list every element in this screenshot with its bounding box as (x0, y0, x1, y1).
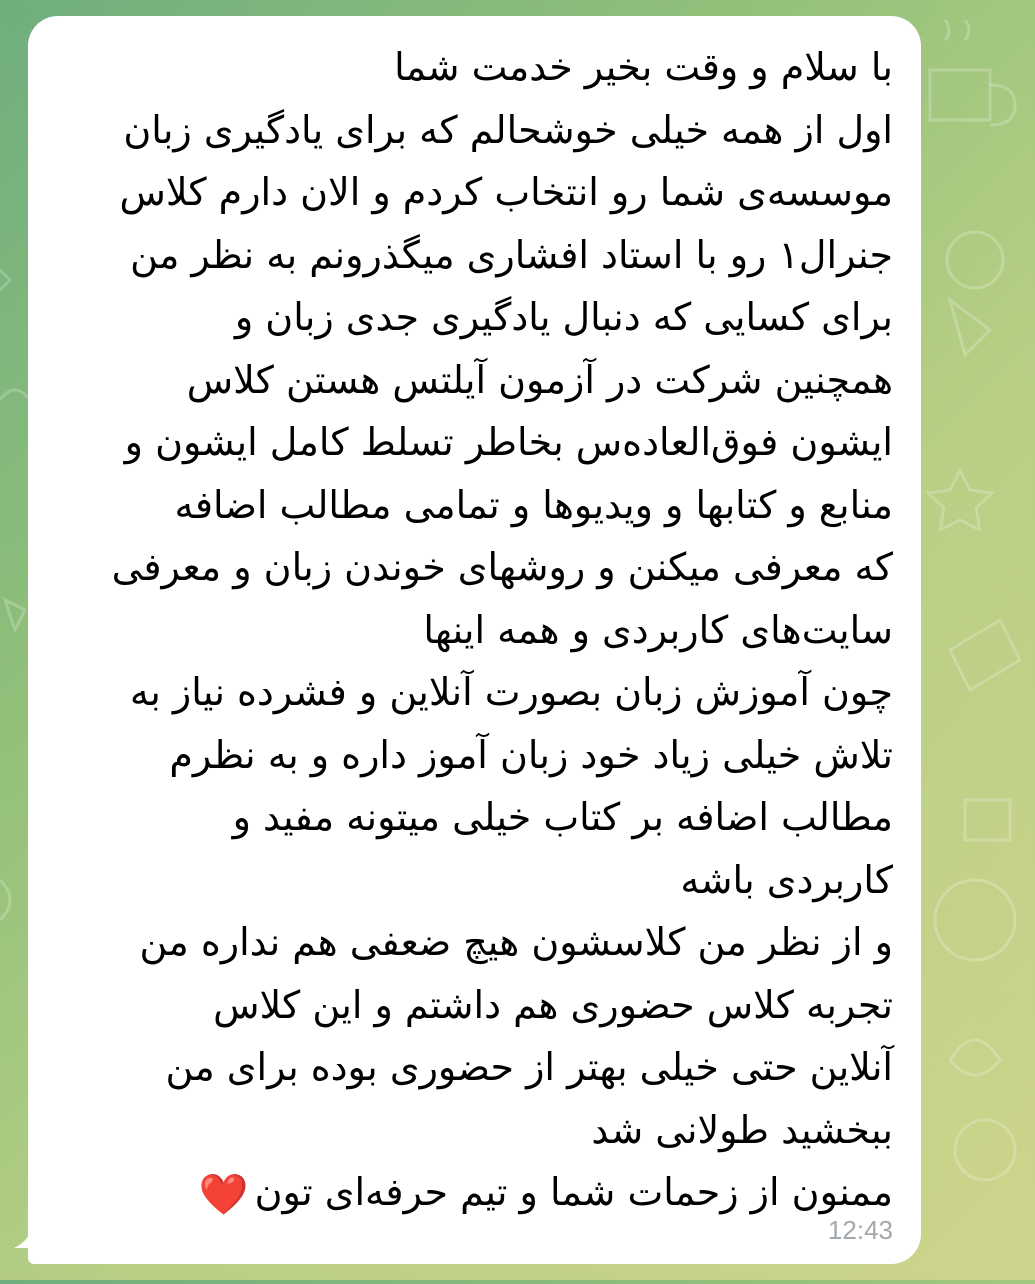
message-line: و از نظر من کلاسشون هیچ ضعفی هم نداره من (139, 920, 893, 964)
message-text (64, 36, 893, 1227)
bubble-tail-icon (14, 1218, 44, 1248)
message-line: ایشون فوق‌العاده‌س بخاطر تسلط کامل ایشون و (124, 420, 893, 464)
message-line: مطالب اضافه بر کتاب خیلی میتونه مفید و (232, 795, 893, 839)
message-bubble[interactable] (28, 16, 921, 1264)
message-line: آنلاین حتی خیلی بهتر از حضوری بوده برای من (165, 1045, 893, 1089)
message-line: چون آموزش زبان بصورت آنلاین و فشرده نیاز به (129, 670, 893, 714)
message-line: ممنون از زحمات شما و تیم حرفه‌ای تون (254, 1170, 893, 1214)
message-line: سایت‌های کاربردی و همه اینها (423, 607, 893, 652)
heart-icon: ❤️ (198, 1172, 249, 1218)
message-last-line (64, 1161, 893, 1227)
message-line: جنرال۱ رو با استاد افشاری میگذرونم به نظر من (130, 232, 893, 277)
message-line: همچنین شرکت در آزمون آیلتس هستن کلاس (186, 357, 893, 402)
message-line: موسسه‌ی شما رو انتخاب کردم و الان دارم کلاس (119, 170, 893, 214)
message-line: که معرفی میکنن و روشهای خوندن زبان و معرفی (111, 545, 893, 589)
message-line: تجربه کلاس حضوری هم داشتم و این کلاس (213, 982, 893, 1027)
message-line: ببخشید طولانی شد (591, 1107, 893, 1152)
message-timestamp: 12:43 (827, 1215, 893, 1245)
message-line: با سلام و وقت بخیر خدمت شما (394, 45, 893, 89)
message-line: کاربردی باشه (680, 857, 893, 902)
message-line: برای کسایی که دنبال یادگیری جدی زبان و (234, 295, 893, 339)
message-line: اول از همه خیلی خوشحالم که برای یادگیری زبان (123, 107, 893, 152)
message-line: تلاش خیلی زیاد خود زبان آموز داره و به نظرم (169, 732, 893, 777)
message-line: منابع و کتابها و ویدیوها و تمامی مطالب اضافه (174, 482, 893, 527)
